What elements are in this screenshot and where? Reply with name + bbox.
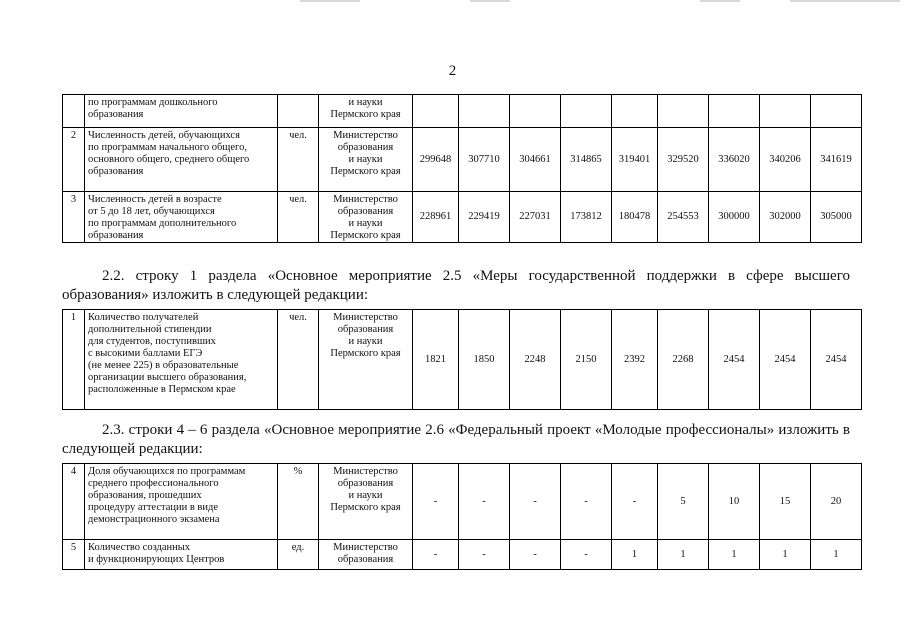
unit-cell: чел. — [278, 310, 319, 410]
scan-mark — [300, 0, 360, 2]
value-cell: - — [459, 464, 510, 540]
value-cell: 341619 — [811, 128, 862, 192]
unit-cell: ед. — [278, 540, 319, 570]
value-cell: 173812 — [561, 192, 612, 243]
value-cell: 20 — [811, 464, 862, 540]
value-cell: 1821 — [413, 310, 459, 410]
text-line: образования — [337, 478, 394, 489]
value-cell: 305000 — [811, 192, 862, 243]
value-cell: 2454 — [709, 310, 760, 410]
value-cell — [413, 95, 459, 128]
value-cell: 336020 — [709, 128, 760, 192]
text-line: Пермского края — [330, 348, 401, 359]
value-cell: - — [612, 464, 658, 540]
responsible-cell — [319, 464, 413, 540]
value-cell: 2454 — [760, 310, 811, 410]
text-line: от 5 до 18 лет, обучающихся — [88, 206, 215, 217]
value-cell: 2150 — [561, 310, 612, 410]
text-line: образования — [337, 324, 394, 335]
text-line: Пермского края — [330, 109, 401, 120]
value-cell: - — [510, 464, 561, 540]
value-cell: 319401 — [612, 128, 658, 192]
scan-mark — [470, 0, 510, 2]
value-cell: 2268 — [658, 310, 709, 410]
row-number: 1 — [63, 310, 85, 410]
value-cell — [760, 95, 811, 128]
text-line: Численность детей, обучающихся — [88, 130, 240, 141]
table-row — [63, 310, 862, 410]
value-cell: 1 — [658, 540, 709, 570]
value-cell: 227031 — [510, 192, 561, 243]
responsible-cell — [319, 128, 413, 192]
text-line: Пермского края — [330, 230, 401, 241]
table-row — [63, 540, 862, 570]
value-cell — [561, 95, 612, 128]
value-cell: - — [510, 540, 561, 570]
indicator-name — [85, 540, 278, 570]
value-cell: 304661 — [510, 128, 561, 192]
text-line: по программам дошкольного — [88, 97, 218, 108]
paragraph-2-2 — [62, 267, 850, 305]
value-cell: 1 — [612, 540, 658, 570]
text-line: и науки — [348, 218, 383, 229]
value-cell: 1850 — [459, 310, 510, 410]
value-cell: - — [413, 540, 459, 570]
value-cell: - — [459, 540, 510, 570]
value-cell: 302000 — [760, 192, 811, 243]
value-cell: 2248 — [510, 310, 561, 410]
indicator-name — [85, 128, 278, 192]
text-line: демонстрационного экзамена — [88, 514, 220, 525]
text-line: Пермского края — [330, 166, 401, 177]
row-number: 5 — [63, 540, 85, 570]
text-line: образования — [88, 109, 144, 120]
value-cell — [658, 95, 709, 128]
responsible-cell — [319, 95, 413, 128]
text-line: и науки — [348, 97, 383, 108]
value-cell: 307710 — [459, 128, 510, 192]
text-line: образования, прошедших — [88, 490, 202, 501]
text-line: по программам начального общего, — [88, 142, 247, 153]
text-line: (не менее 225) в образовательные — [88, 360, 239, 371]
paragraph-text: 2.2. строку 1 раздела «Основное мероприятие 2.5 «Меры государственной поддержки в сфере высшего образования» изложить в следующей редакции: — [62, 268, 850, 303]
indicator-name — [85, 95, 278, 128]
value-cell — [510, 95, 561, 128]
value-cell: 254553 — [658, 192, 709, 243]
row-number: 4 — [63, 464, 85, 540]
row-number: 2 — [63, 128, 85, 192]
value-cell: 15 — [760, 464, 811, 540]
text-line: для студентов, поступивших — [88, 336, 216, 347]
value-cell: 340206 — [760, 128, 811, 192]
value-cell: 329520 — [658, 128, 709, 192]
value-cell: 10 — [709, 464, 760, 540]
value-cell: 1 — [811, 540, 862, 570]
table-row — [63, 128, 862, 192]
text-line: Министерство — [333, 130, 398, 141]
value-cell — [459, 95, 510, 128]
text-line: дополнительной стипендии — [88, 324, 212, 335]
text-line: Министерство — [333, 542, 398, 553]
scan-mark — [790, 0, 900, 2]
indicator-name — [85, 310, 278, 410]
indicator-name — [85, 464, 278, 540]
text-line: основного общего, среднего общего — [88, 154, 250, 165]
indicator-name — [85, 192, 278, 243]
value-cell: - — [561, 540, 612, 570]
table-row — [63, 95, 862, 128]
text-line: образования — [337, 142, 394, 153]
table-3 — [62, 463, 862, 570]
text-line: организации высшего образования, — [88, 372, 247, 383]
text-line: Численность детей в возрасте — [88, 194, 222, 205]
text-line: Министерство — [333, 194, 398, 205]
value-cell — [709, 95, 760, 128]
value-cell: - — [561, 464, 612, 540]
value-cell: 228961 — [413, 192, 459, 243]
responsible-cell — [319, 540, 413, 570]
table-1 — [62, 94, 862, 243]
text-line: по программам дополнительного — [88, 218, 237, 229]
unit-cell: % — [278, 464, 319, 540]
text-line: Количество получателей — [88, 312, 199, 323]
table-row — [63, 192, 862, 243]
value-cell: 2392 — [612, 310, 658, 410]
value-cell: 1 — [760, 540, 811, 570]
table-2 — [62, 309, 862, 410]
text-line: образования — [337, 554, 394, 565]
paragraph-text: 2.3. строки 4 – 6 раздела «Основное мероприятие 2.6 «Федеральный проект «Молодые профессионалы» изложить в следующей редакции: — [62, 422, 850, 457]
text-line: образования — [88, 230, 144, 241]
value-cell: 300000 — [709, 192, 760, 243]
text-line: образования — [337, 206, 394, 217]
value-cell: 299648 — [413, 128, 459, 192]
text-line: Министерство — [333, 466, 398, 477]
value-cell — [612, 95, 658, 128]
value-cell: 180478 — [612, 192, 658, 243]
value-cell: 5 — [658, 464, 709, 540]
row-number — [63, 95, 85, 128]
value-cell: - — [413, 464, 459, 540]
unit-cell: чел. — [278, 128, 319, 192]
page-number: 2 — [448, 63, 457, 79]
text-line: и науки — [348, 336, 383, 347]
text-line: Пермского края — [330, 502, 401, 513]
text-line: Министерство — [333, 312, 398, 323]
text-line: расположенные в Пермском крае — [88, 384, 236, 395]
value-cell — [811, 95, 862, 128]
unit-cell: чел. — [278, 192, 319, 243]
responsible-cell — [319, 310, 413, 410]
scan-mark — [700, 0, 740, 2]
table-row — [63, 464, 862, 540]
row-number: 3 — [63, 192, 85, 243]
text-line: среднего профессионального — [88, 478, 219, 489]
text-line: процедуру аттестации в виде — [88, 502, 219, 513]
text-line: и функционирующих Центров — [88, 554, 225, 565]
text-line: с высокими баллами ЕГЭ — [88, 348, 203, 359]
paragraph-2-3 — [62, 421, 850, 459]
text-line: и науки — [348, 490, 383, 501]
text-line: и науки — [348, 154, 383, 165]
responsible-cell — [319, 192, 413, 243]
text-line: образования — [88, 166, 144, 177]
value-cell: 229419 — [459, 192, 510, 243]
value-cell: 1 — [709, 540, 760, 570]
value-cell: 314865 — [561, 128, 612, 192]
text-line: Доля обучающихся по программам — [88, 466, 246, 477]
text-line: Количество созданных — [88, 542, 191, 553]
unit-cell — [278, 95, 319, 128]
value-cell: 2454 — [811, 310, 862, 410]
